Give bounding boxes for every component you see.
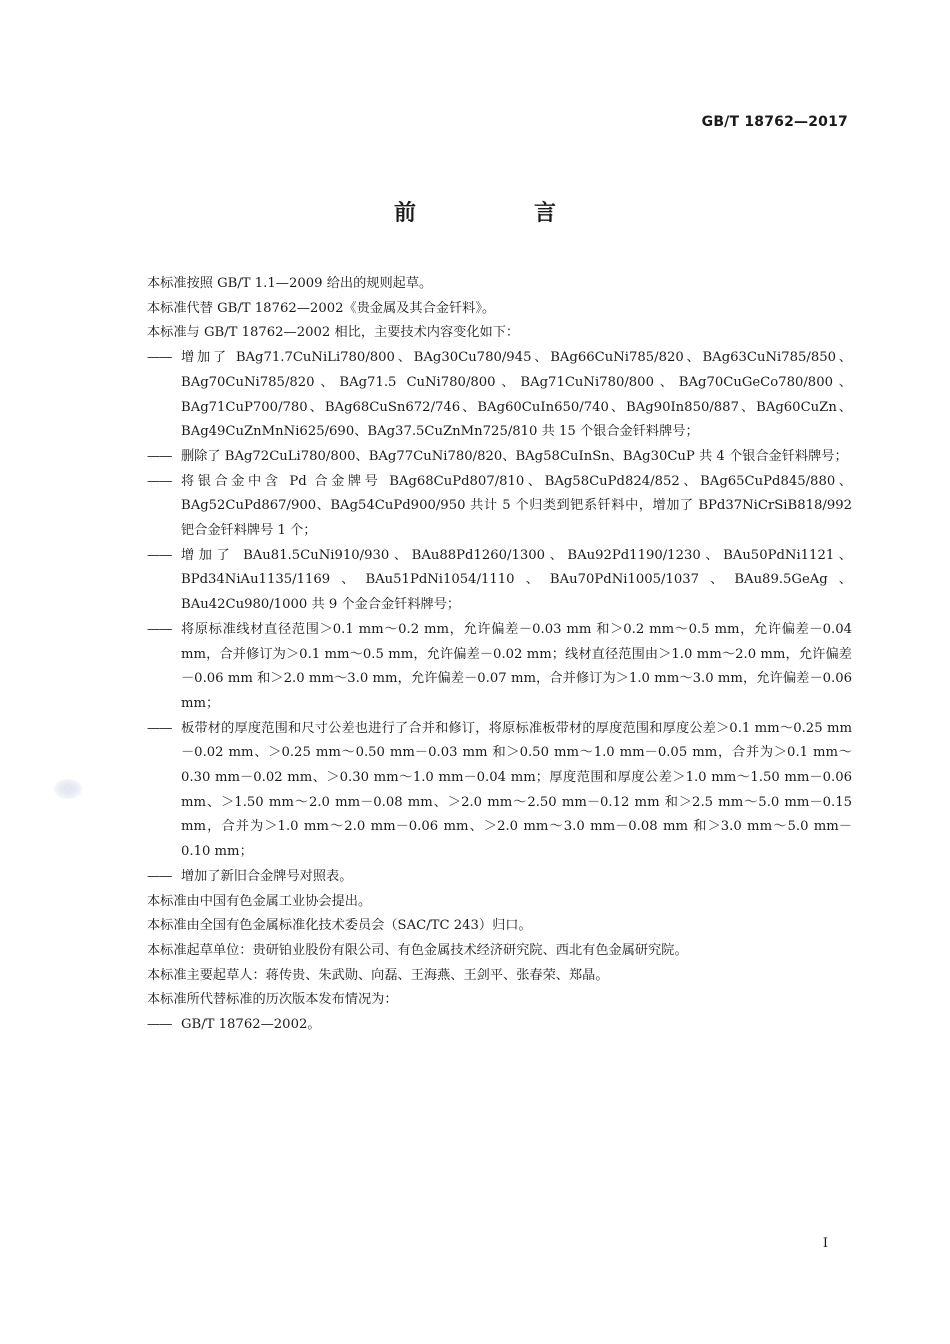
list-dash: —— bbox=[147, 547, 172, 563]
watermark-text: SAC bbox=[59, 784, 77, 794]
list-dash: —— bbox=[147, 1017, 172, 1033]
change-item bbox=[147, 618, 852, 717]
list-dash: —— bbox=[147, 448, 172, 464]
change-item bbox=[147, 470, 852, 544]
change-text: 增加了新旧合金牌号对照表。 bbox=[181, 868, 353, 884]
intro-paragraph-1: 本标准按照 GB/T 1.1—2009 给出的规则起草。 bbox=[147, 276, 433, 291]
change-text: 删除了 BAg72CuLi780/800、BAg77CuNi780/820、BAg58CuInSn、BAg30CuP 共 4 个银合金钎料牌号； bbox=[181, 448, 848, 464]
drafting-units-paragraph: 本标准起草单位：贵研铂业股份有限公司、有色金属技术经济研究院、西北有色金属研究院。 bbox=[147, 942, 688, 958]
change-item bbox=[147, 544, 852, 618]
list-dash: —— bbox=[147, 868, 172, 884]
change-text: 将原标准线材直径范围＞0.1 mm～0.2 mm，允许偏差－0.03 mm 和＞0.2 mm～0.5 mm，允许偏差－0.04 mm，合并修订为＞0.1 mm～0.5 mm，允许偏差－0.02 mm；线材直径范围由＞1.0 mm～2.0 mm，允许偏差－0.06 mm 和＞2.0 mm～3.0 mm，允许偏差－0.07 mm，合并修订为＞1.0 mm～3.0 mm，允许偏差－0.06 mm； bbox=[181, 621, 852, 711]
history-item bbox=[147, 1013, 852, 1038]
list-dash: —— bbox=[147, 720, 172, 736]
list-dash: —— bbox=[147, 350, 172, 366]
page-title: 前 言 bbox=[393, 201, 604, 226]
change-text: 增加了 BAg71.7CuNiLi780/800、BAg30Cu780/945、BAg66CuNi785/820、BAg63CuNi785/850、BAg70CuNi785/820、BAg71.5 CuNi780/800、BAg71CuNi780/800、BAg70CuGeCo780/800、BAg71CuP700/780、BAg68CuSn672/746、BAg60CuIn650/740、BAg90In850/887、BAg60CuZn、BAg49CuZnMnNi625/690、BAg37.5CuZnMn725/810 共 15 个银合金钎料牌号； bbox=[181, 350, 852, 440]
history-heading-paragraph: 本标准所代替标准的历次版本发布情况为： bbox=[147, 992, 398, 1008]
change-text: 增加了 BAu81.5CuNi910/930、BAu88Pd1260/1300、BAu92Pd1190/1230、BAu50PdNi1121、BPd34NiAu1135/1169、BAu51PdNi1054/1110、BAu70PdNi1005/1037、BAu89.5GeAg、BAu42Cu980/1000 共 9 个金合金钎料牌号； bbox=[181, 547, 852, 613]
change-item bbox=[147, 346, 852, 445]
change-item bbox=[147, 717, 852, 865]
change-text: 将银合金中含 Pd 合金牌号 BAg68CuPd807/810、BAg58CuPd824/852、BAg65CuPd845/880、BAg52CuPd867/900、BAg54CuPd900/950 共计 5 个归类到钯系钎料中，增加了 BPd37NiCrSiB818/992 钯合金钎料牌号 1 个； bbox=[181, 473, 852, 539]
committee-paragraph: 本标准由全国有色金属标准化技术委员会（SAC/TC 243）归口。 bbox=[147, 918, 532, 934]
history-text: GB/T 18762—2002。 bbox=[181, 1017, 321, 1033]
standard-code: GB/T 18762—2017 bbox=[701, 114, 848, 130]
list-dash: —— bbox=[147, 621, 172, 637]
document-body bbox=[147, 272, 852, 1038]
intro-paragraph-2: 本标准代替 GB/T 18762—2002《贵金属及其合金钎料》。 bbox=[147, 300, 496, 316]
proposer-paragraph: 本标准由中国有色金属工业协会提出。 bbox=[147, 893, 372, 909]
drafters-paragraph: 本标准主要起草人：蒋传贵、朱武勋、向磊、王海燕、王剑平、张春荣、郑晶。 bbox=[147, 967, 609, 983]
list-dash: —— bbox=[147, 473, 172, 489]
page-number: I bbox=[822, 1236, 828, 1251]
change-item bbox=[147, 445, 852, 470]
change-item bbox=[147, 865, 852, 890]
change-text: 板带材的厚度范围和尺寸公差也进行了合并和修订，将原标准板带材的厚度范围和厚度公差＞0.1 mm～0.25 mm－0.02 mm、＞0.25 mm～0.50 mm－0.03 mm 和＞0.50 mm～1.0 mm－0.05 mm，合并为＞0.1 mm～0.30 mm－0.02 mm、＞0.30 mm～1.0 mm－0.04 mm；厚度范围和厚度公差＞1.0 mm～1.50 mm－0.06 mm、＞1.50 mm～2.0 mm－0.08 mm、＞2.0 mm～2.50 mm－0.12 mm 和＞2.5 mm～5.0 mm－0.15 mm，合并为＞1.0 mm～2.0 mm－0.06 mm、＞2.0 mm～3.0 mm－0.08 mm 和＞3.0 mm～5.0 mm－0.10 mm； bbox=[181, 720, 852, 860]
intro-paragraph-3: 本标准与 GB/T 18762—2002 相比，主要技术内容变化如下： bbox=[147, 325, 520, 341]
sac-watermark-logo bbox=[54, 779, 82, 799]
